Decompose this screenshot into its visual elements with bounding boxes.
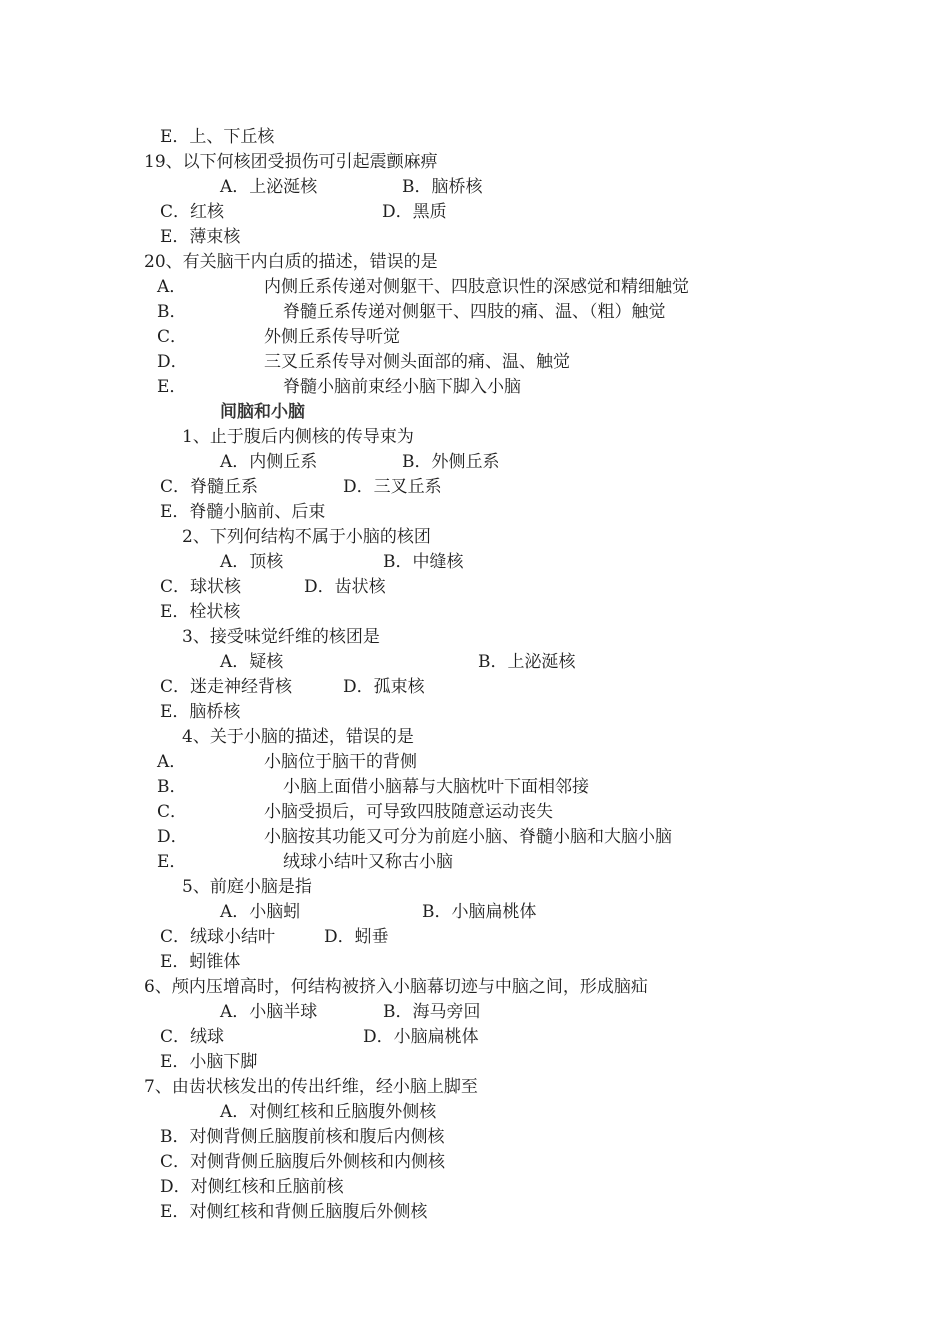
s2-option-e: E．栓状核 — [160, 602, 241, 622]
s2-option-a: A．顶核 — [220, 552, 284, 572]
s3-option-b: B．上泌涎核 — [478, 652, 576, 672]
s1-option-c: C．脊髓丘系 — [160, 477, 259, 497]
s1-stem: 1、止于腹后内侧核的传导束为 — [182, 427, 414, 447]
q19-option-c: C．红核 — [160, 202, 225, 222]
q20-option-c-letter: C． — [157, 327, 188, 347]
s3-option-e: E．脑桥核 — [160, 702, 241, 722]
q20-option-d-letter: D． — [157, 352, 188, 372]
q20-option-e-letter: E． — [157, 377, 187, 397]
q19-option-e: E．薄束核 — [160, 227, 241, 247]
s6-stem: 6、颅内压增高时，何结构被挤入小脑幕切迹与中脑之间，形成脑疝 — [144, 977, 648, 997]
s5-option-c: C．绒球小结叶 — [160, 927, 276, 947]
section-heading: 间脑和小脑 — [220, 402, 305, 422]
s4-stem: 4、关于小脑的描述，错误的是 — [182, 727, 414, 747]
s2-option-c: C．球状核 — [160, 577, 242, 597]
s4-option-e-letter: E． — [157, 852, 187, 872]
s3-option-d: D．孤束核 — [343, 677, 425, 697]
s5-option-b: B．小脑扁桃体 — [422, 902, 537, 922]
s6-option-e: E．小脑下脚 — [160, 1052, 258, 1072]
q20-option-d-text: 三叉丘系传导对侧头面部的痛、温、触觉 — [264, 352, 570, 372]
s2-option-b: B．中缝核 — [383, 552, 464, 572]
s4-option-c-text: 小脑受损后，可导致四肢随意运动丧失 — [264, 802, 553, 822]
s4-option-e-text: 绒球小结叶又称古小脑 — [283, 852, 453, 872]
s5-option-e: E．蚓锥体 — [160, 952, 241, 972]
s3-option-a: A．疑核 — [220, 652, 284, 672]
q20-option-a-letter: A． — [157, 277, 187, 297]
s1-option-d: D．三叉丘系 — [343, 477, 442, 497]
q20-stem: 20、有关脑干内白质的描述，错误的是 — [144, 252, 438, 272]
s1-option-e: E．脊髓小脑前、后束 — [160, 502, 326, 522]
s7-option-e: E．对侧红核和背侧丘脑腹后外侧核 — [160, 1202, 428, 1222]
q20-option-e-text: 脊髓小脑前束经小脑下脚入小脑 — [283, 377, 521, 397]
s7-option-d: D．对侧红核和丘脑前核 — [160, 1177, 344, 1197]
s7-option-c: C．对侧背侧丘脑腹后外侧核和内侧核 — [160, 1152, 446, 1172]
s4-option-b-text: 小脑上面借小脑幕与大脑枕叶下面相邻接 — [283, 777, 589, 797]
s5-stem: 5、前庭小脑是指 — [182, 877, 312, 897]
s4-option-d-letter: D． — [157, 827, 188, 847]
s7-stem: 7、由齿状核发出的传出纤维，经小脑上脚至 — [144, 1077, 478, 1097]
q20-option-b-text: 脊髓丘系传递对侧躯干、四肢的痛、温、（粗）触觉 — [283, 302, 666, 322]
s5-option-d: D．蚓垂 — [324, 927, 389, 947]
s7-option-b: B．对侧背侧丘脑腹前核和腹后内侧核 — [160, 1127, 445, 1147]
s4-option-a-letter: A． — [157, 752, 187, 772]
s1-option-a: A．内侧丘系 — [220, 452, 318, 472]
s4-option-d-text: 小脑按其功能又可分为前庭小脑、脊髓小脑和大脑小脑 — [264, 827, 672, 847]
s3-stem: 3、接受味觉纤维的核团是 — [182, 627, 380, 647]
q19-stem: 19、以下何核团受损伤可引起震颤麻痹 — [144, 152, 438, 172]
s5-option-a: A．小脑蚓 — [220, 902, 301, 922]
s2-option-d: D．齿状核 — [304, 577, 386, 597]
q19-option-b: B．脑桥核 — [402, 177, 483, 197]
s7-option-a: A．对侧红核和丘脑腹外侧核 — [220, 1102, 437, 1122]
s4-option-a-text: 小脑位于脑干的背侧 — [264, 752, 417, 772]
s6-option-c: C．绒球 — [160, 1027, 225, 1047]
q18-option-e: E．上、下丘核 — [160, 127, 275, 147]
s1-option-b: B．外侧丘系 — [402, 452, 500, 472]
q19-option-d: D．黑质 — [382, 202, 447, 222]
s4-option-c-letter: C． — [157, 802, 188, 822]
q20-option-b-letter: B． — [157, 302, 187, 322]
s6-option-d: D．小脑扁桃体 — [363, 1027, 479, 1047]
q20-option-a-text: 内侧丘系传递对侧躯干、四肢意识性的深感觉和精细触觉 — [264, 277, 689, 297]
s6-option-a: A．小脑半球 — [220, 1002, 318, 1022]
q20-option-c-text: 外侧丘系传导听觉 — [264, 327, 400, 347]
s3-option-c: C．迷走神经背核 — [160, 677, 293, 697]
q19-option-a: A．上泌涎核 — [220, 177, 318, 197]
s2-stem: 2、下列何结构不属于小脑的核团 — [182, 527, 431, 547]
s4-option-b-letter: B． — [157, 777, 187, 797]
s6-option-b: B．海马旁回 — [383, 1002, 481, 1022]
